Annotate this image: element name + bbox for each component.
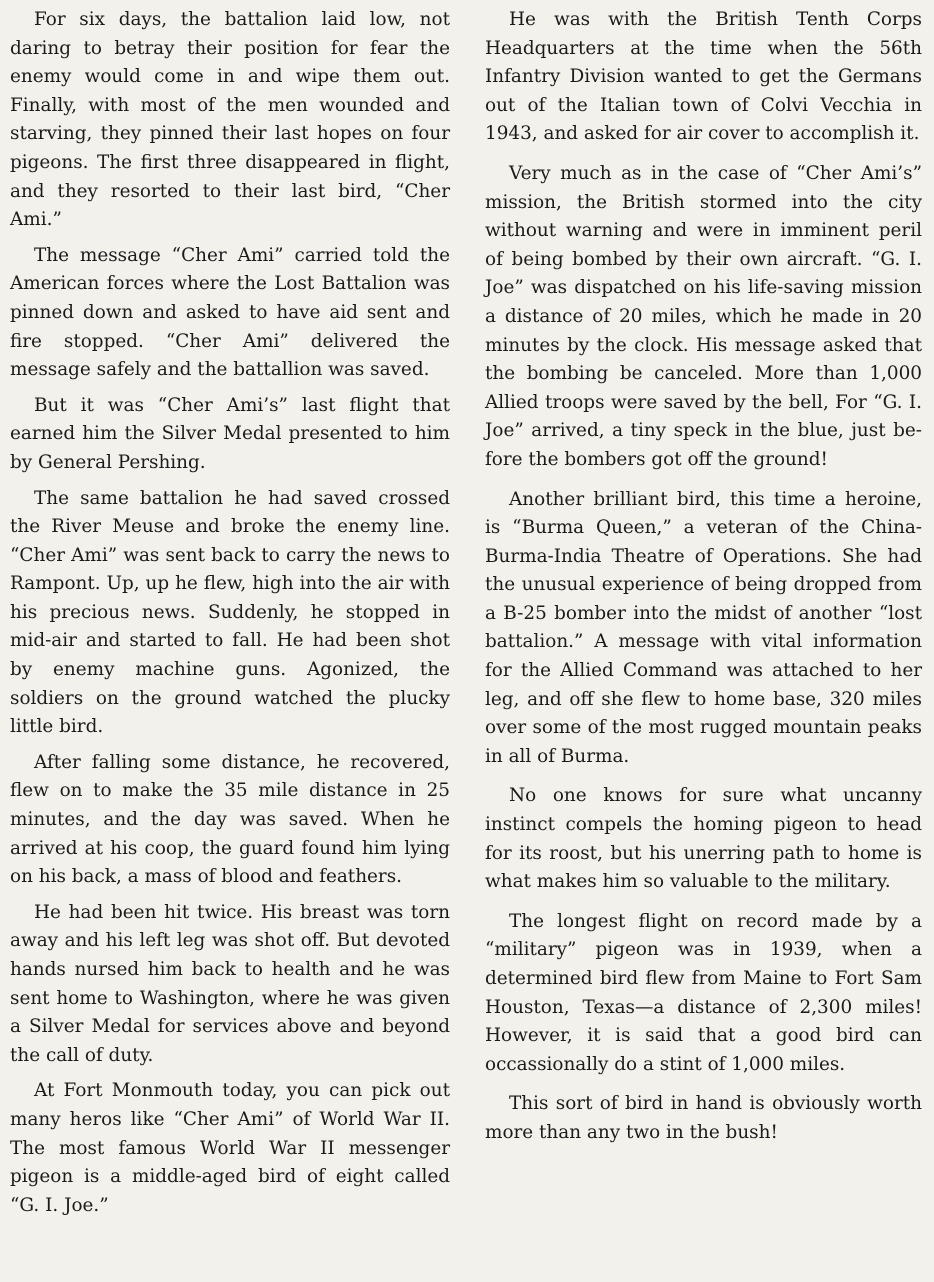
paragraph: Another brilliant bird, this time a heroine, is “Burma Queen,” a veteran of the China-Burma-India Theatre of Operations. She had the unusual experience of being dropped from a B-25 bomber into the midst of another “lost battalion.” A message with vital information for the Allied Command was attached to her leg, and off she flew to home base, 320 miles over some of the most rugged mountain peaks in all of Burma.	[485, 488, 922, 767]
paragraph: He was with the British Tenth Corps Headquarters at the time when the 56th Infantry Division wanted to get the Germans out of the Italian town of Colvi Vecchia in 1943, and asked for air cover to accomplish it.	[485, 9, 922, 145]
paragraph: But it was “Cher Ami’s” last flight that earned him the Silver Medal presented to him by General Pershing.	[10, 394, 450, 473]
paragraph: After falling some distance, he recovered, flew on to make the 35 mile distance in 25 minutes, and the day was saved. When he arrived at his coop, the guard found him lying on his back, a mass of blood and feathers.	[10, 751, 450, 888]
paragraph: The same battalion he had saved crossed the River Meuse and broke the enemy line. “Cher Ami” was sent back to carry the news to Rampont. Up, up he flew, high into the air with his precious news. Suddenly, he stopped in mid-air and started to fall. He had been shot by enemy machine guns. Agonized, the soldiers on the ground watched the plucky little bird.	[10, 487, 450, 738]
paragraph: The message “Cher Ami” carried told the American forces where the Lost Battalion was pinned down and asked to have aid sent and fire stopped. “Cher Ami” delivered the message safely and the battallion was saved.	[10, 244, 450, 381]
paragraph: The longest flight on record made by a “military” pigeon was in 1939, when a determined bird flew from Maine to Fort Sam Houston, Texas—a distance of 2,300 miles! However, it is said that a good bird can occassionally do a stint of 1,000 miles.	[485, 910, 922, 1075]
paragraph: No one knows for sure what uncanny instinct compels the homing pigeon to head for its roost, but his unerring path to home is what makes him so valuable to the military.	[485, 785, 922, 893]
paragraph: Very much as in the case of “Cher Ami’s” mission, the British stormed into the city without warning and were in imminent peril of being bombed by their own aircraft. “G. I. Joe” was dispatched on his life-saving mission a distance of 20 miles, which he made in 20 minutes by the clock. His message asked that the bombing be canceled. More than 1,000 Allied troops were saved by the bell, For “G. I. Joe” arrived, a tiny speck in the blue, just before the bombers got off the ground!	[485, 162, 922, 470]
right-column	[485, 6, 922, 1159]
paragraph: At Fort Monmouth today, you can pick out many heros like “Cher Ami” of World War II. The most famous World War II messenger pigeon is a middle-aged bird of eight called “G. I. Joe.”	[10, 1080, 450, 1216]
paragraph: For six days, the battalion laid low, not daring to betray their position for fear the enemy would come in and wipe them out. Finally, with most of the men wounded and starving, they pinned their last hopes on four pigeons. The first three disappeared in flight, and they resorted to their last bird, “Cher Ami.”	[10, 9, 450, 231]
left-column	[10, 6, 450, 1227]
paragraph: This sort of bird in hand is obviously worth more than any two in the bush!	[485, 1093, 922, 1143]
paragraph: He had been hit twice. His breast was torn away and his left leg was shot off. But devoted hands nursed him back to health and he was sent home to Washington, where he was given a Silver Medal for services above and beyond the call of duty.	[10, 901, 450, 1066]
